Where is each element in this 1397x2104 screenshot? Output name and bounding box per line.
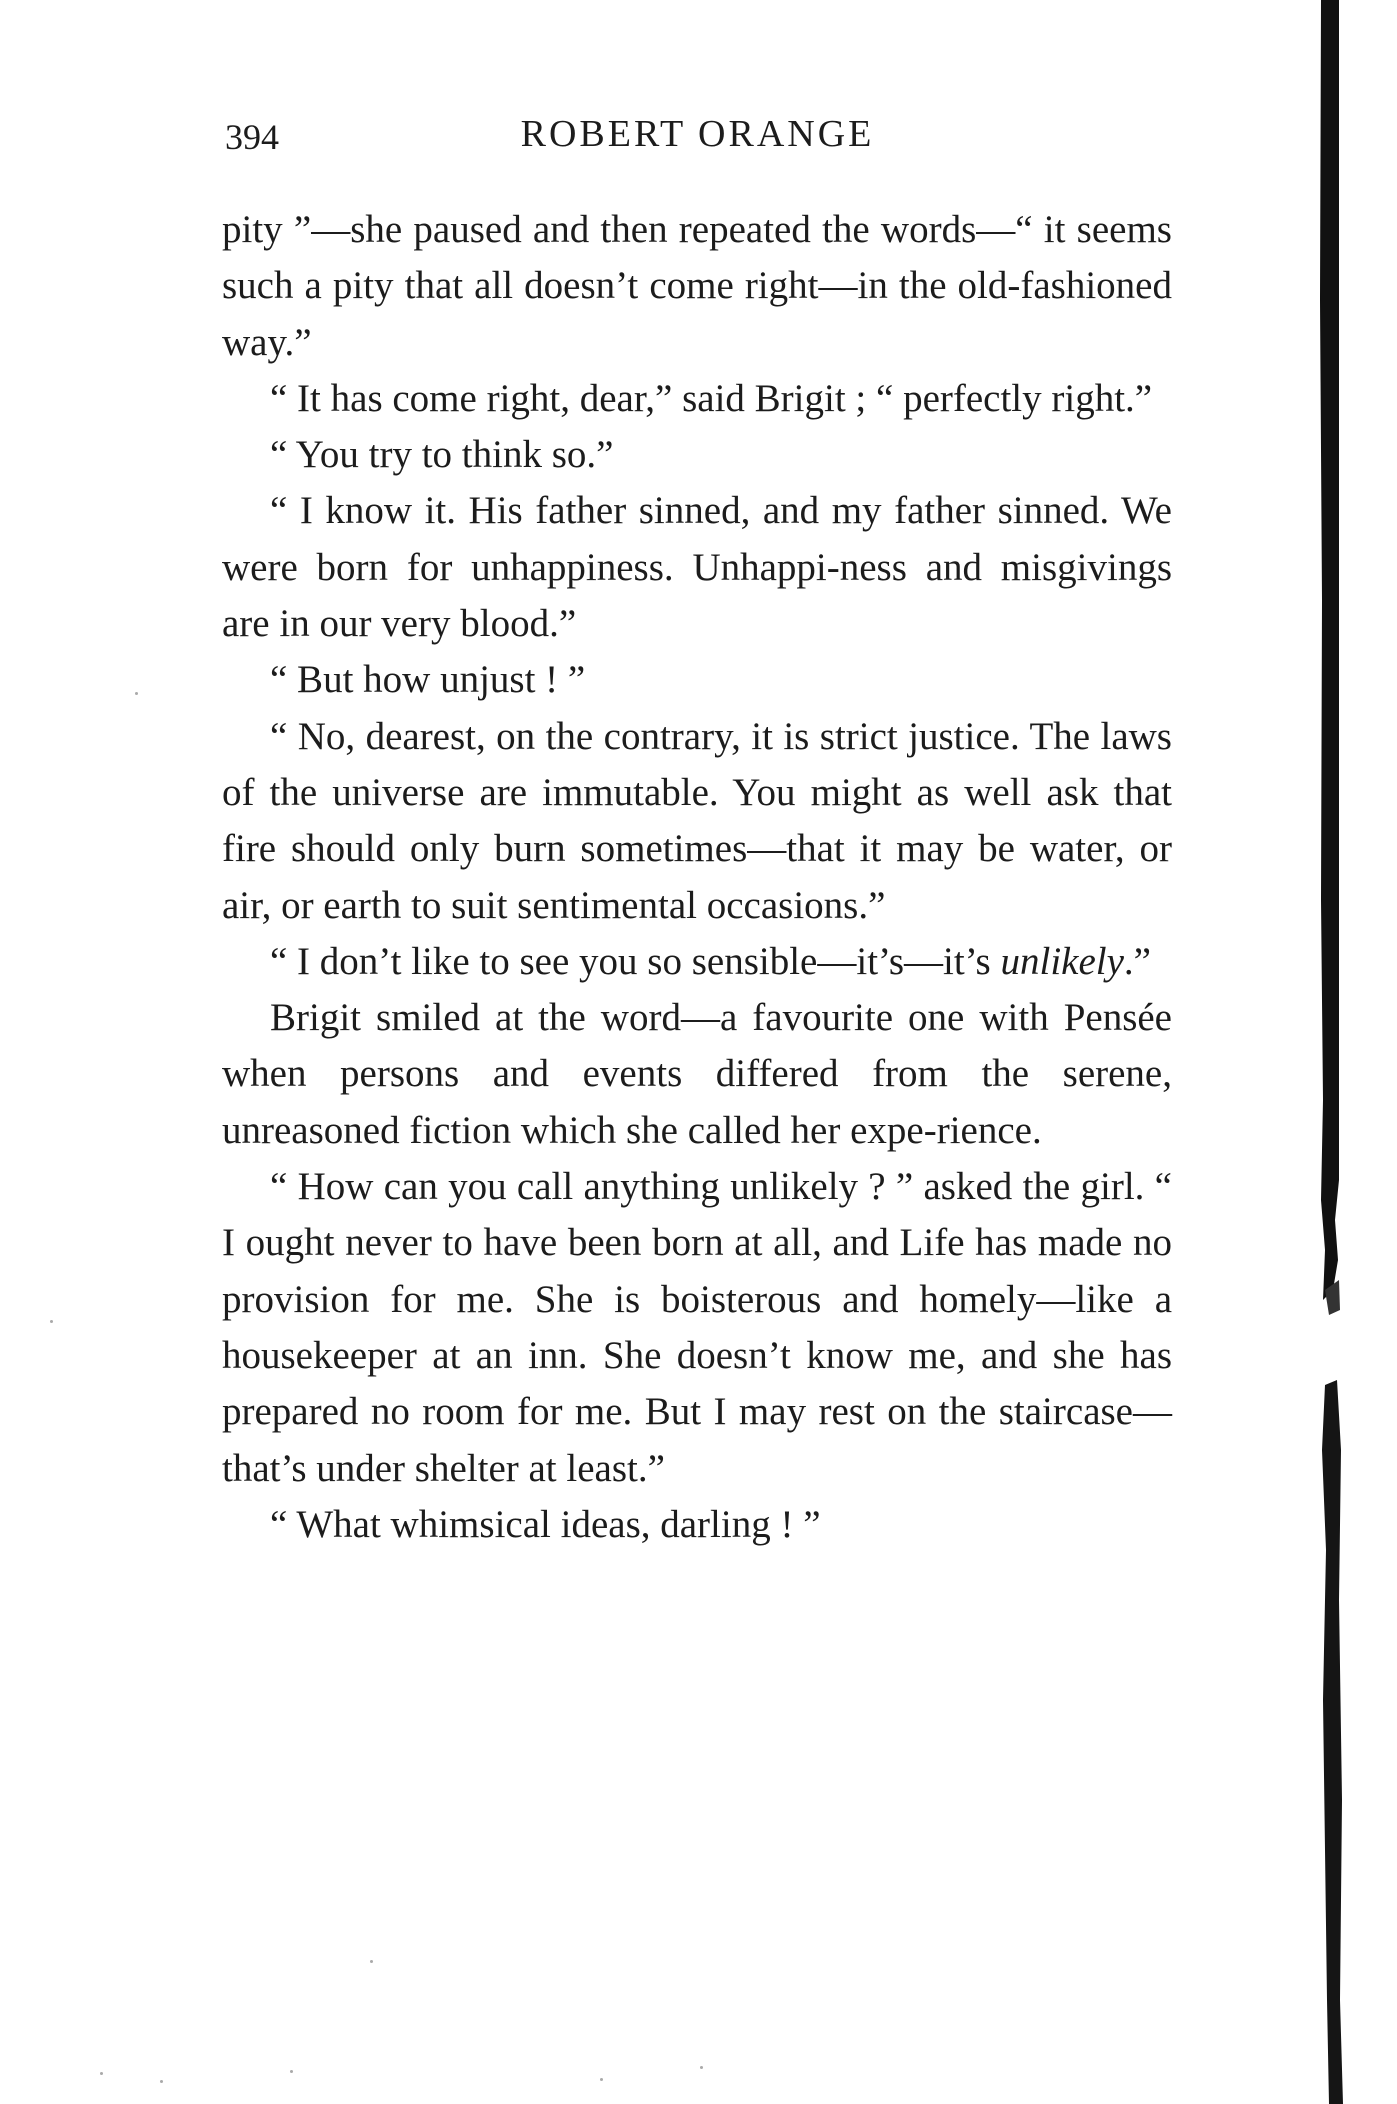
page-number: 394	[225, 117, 279, 157]
body-text	[222, 202, 1172, 1553]
paragraph: pity ”—she paused and then repeated the words—“ it seems such a pity that all doesn’t come right—in the old-fashioned way.”	[222, 208, 1172, 364]
running-title: ROBERT ORANGE	[520, 113, 875, 155]
paragraph-text: “ I don’t like to see you so sensible—it’s—it’s	[270, 939, 1001, 983]
page-speck	[290, 2070, 293, 2073]
page-speck	[370, 1960, 373, 1963]
page-speck	[100, 2072, 103, 2075]
page-speck	[600, 2078, 603, 2081]
paragraph: “ You try to think so.”	[270, 433, 614, 477]
paragraph: “ I know it. His father sinned, and my father sinned. We were born for unhappiness. Unhappi-ness and misgivings are in our very blood.”	[222, 489, 1172, 646]
paragraph: “ It has come right, dear,” said Brigit ; “ perfectly right.”	[270, 376, 1153, 420]
binding-shadow	[1309, 0, 1345, 2104]
paragraph: “ But how unjust ! ”	[270, 658, 586, 702]
italic-word: unlikely	[1000, 939, 1124, 983]
page-speck	[50, 1320, 53, 1323]
page-speck	[135, 692, 138, 695]
running-head	[225, 108, 1170, 168]
paragraph: Brigit smiled at the word—a favourite one with Pensée when persons and events differed from the serene, unreasoned fiction which she called her expe-rience.	[222, 996, 1172, 1152]
paragraph: “ How can you call anything unlikely ? ” asked the girl. “ I ought never to have been born at all, and Life has made no provision for me. She is boisterous and homely—like a housekeeper at an inn. She doesn’t know me, and she has prepared no room for me. But I may rest on the staircase—that’s under shelter at least.”	[222, 1165, 1172, 1490]
binding-shadow-graphic	[1309, 0, 1345, 2104]
page-speck	[160, 2080, 163, 2083]
page-speck	[700, 2066, 703, 2069]
paragraph	[222, 934, 1172, 990]
paragraph-tail: .”	[1123, 939, 1151, 983]
paragraph: “ What whimsical ideas, darling ! ”	[270, 1502, 821, 1546]
paragraph: “ No, dearest, on the contrary, it is strict justice. The laws of the universe are immutable. You might as well ask that fire should only burn sometimes—that it may be water, or air, or earth to suit sentimental occasions.”	[222, 714, 1172, 927]
